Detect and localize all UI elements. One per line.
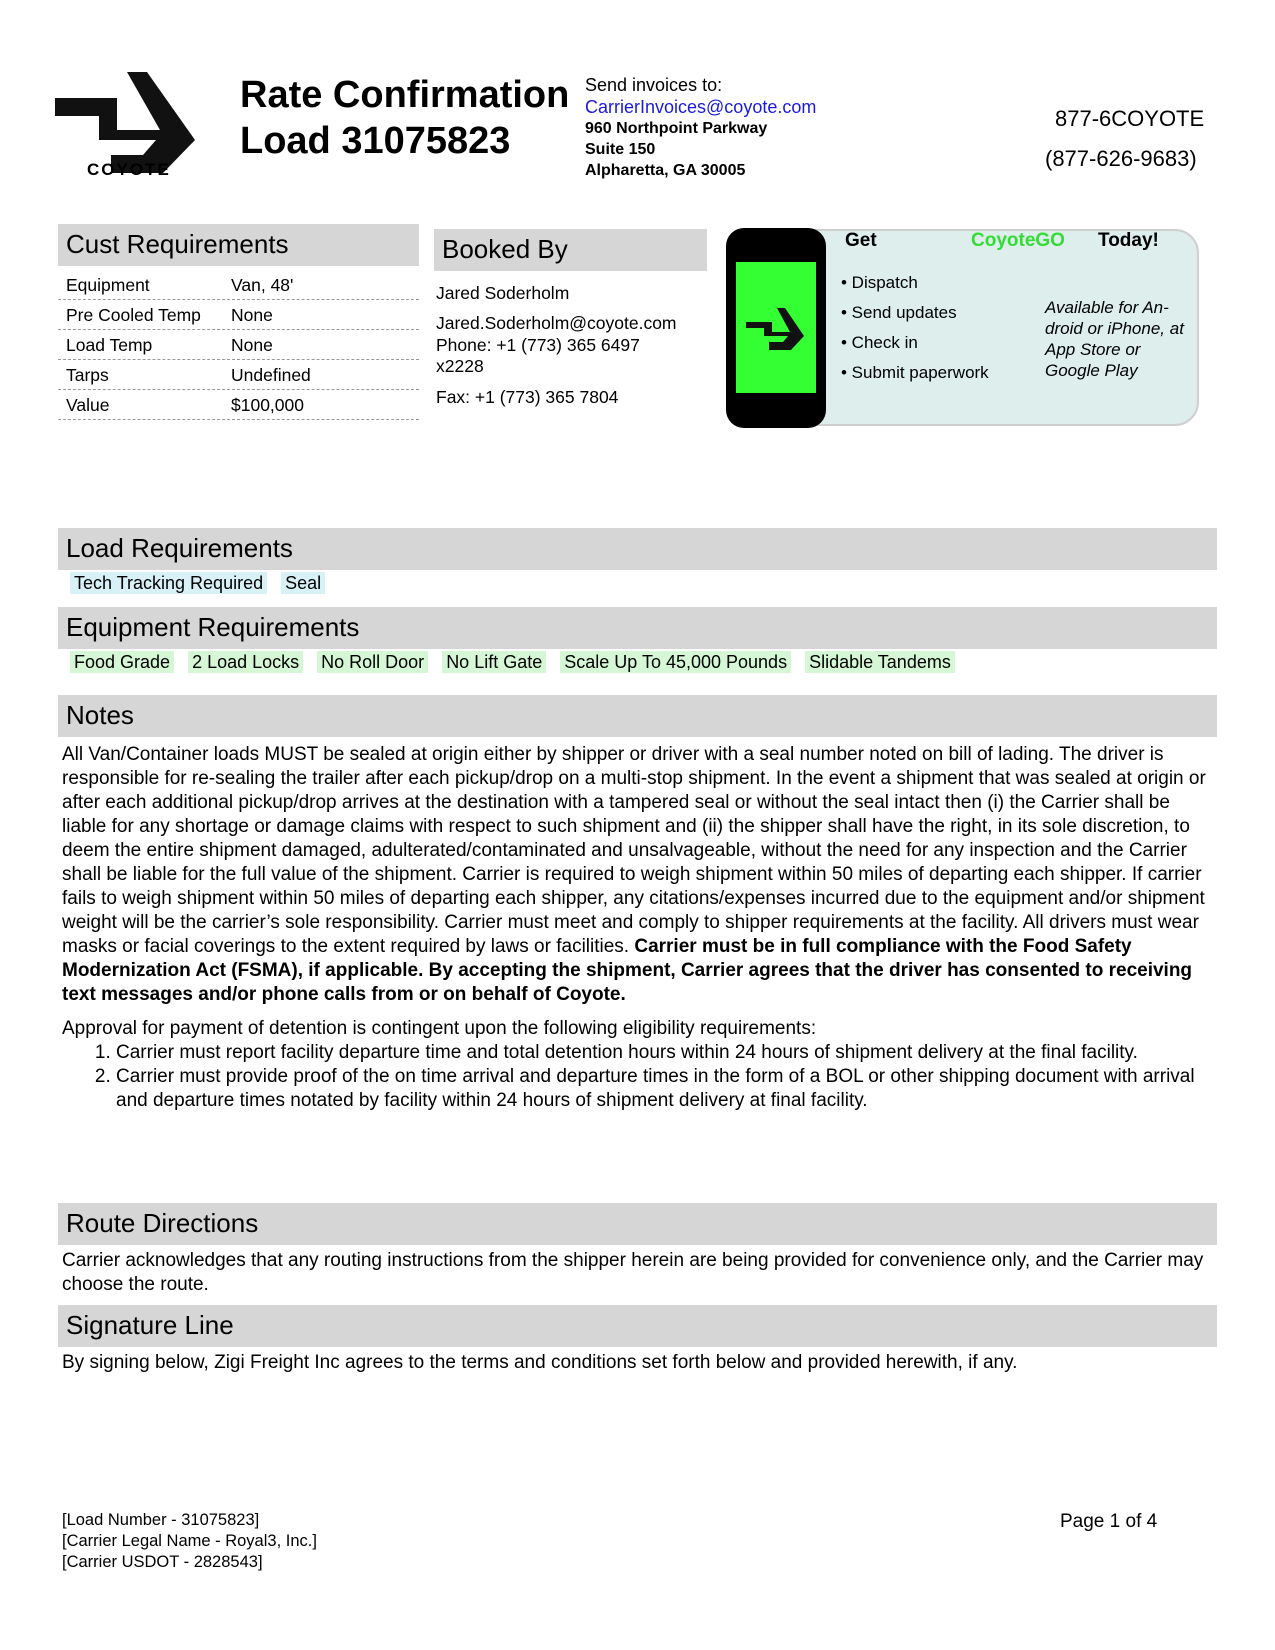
notes-bold-text: Carrier must be in full compliance with the Food Safety Modernization Act (FSMA), if applicable. By accepting the shipment, Carrier agrees that the driver has consented to receiving text messages and/or phone calls from or on behalf of Coyote. [62,936,1193,1005]
tag-equipment: No Lift Gate [442,651,546,673]
notes-section [58,695,1217,1113]
page-title [240,72,569,164]
detention-intro: Approval for payment of detention is contingent upon the following eligibility requirements: [62,1018,817,1039]
notes-text: All Van/Container loads MUST be sealed at origin either by shipper or driver with a seal number noted on bill of lading. The driver is responsible for re-sealing the trailer after each pickup/drop on a multi-stop shipment. In the event a shipment that was sealed at origin or after each additional pickup/drop arrives at the destination with a tampered seal or without the seal intact then (i) the Carrier shall be liable for any shortage or damage claims with respect to such shipment and (ii) the shipper shall have the right, in its sole discretion, to deem the entire shipment damaged, adulterated/contaminated and unsalvageable, without the need for any inspection and the Carrier shall be liable for the full value of the shipment. Carrier is required to weigh shipment within 50 miles of departing each shipper. If carrier fails to weigh shipment within 50 miles of departing each shipper, any citations/expenses incurred due to the equipment and/or shipment weight will be the carrier’s sole responsibility. Carrier must meet and comply to shipper requirements at the facility. All drivers must wear masks or facial coverings to the extent required by laws or facilities. [62,744,1206,957]
row-value: None [231,335,273,355]
booker-fax: Fax: +1 (773) 365 7804 [436,387,619,407]
tag-seal: Seal [281,572,325,594]
ad-get-label: Get [845,230,877,251]
row-value: None [231,305,273,325]
address-line3: Alpharetta, GA 30005 [585,162,746,179]
booker-name: Jared Soderholm [436,283,570,303]
table-row [58,300,419,330]
signature-line-heading: Signature Line [58,1305,1217,1347]
invoice-block [585,74,816,181]
tag-equipment: No Roll Door [317,651,428,673]
tag-equipment: Slidable Tandems [805,651,955,673]
signature-line [58,1305,1217,1375]
phone-numeric: (877-626-9683) [1045,146,1197,171]
tag-equipment: Scale Up To 45,000 Pounds [560,651,791,673]
send-invoices-label: Send invoices to: [585,75,723,95]
address-line2: Suite 150 [585,141,656,158]
list-item: • Check in [841,333,918,352]
tag-tech-tracking: Tech Tracking Required [70,572,267,594]
booker-phone: Phone: +1 (773) 365 6497 x2228 [436,335,640,376]
signature-line-text: By signing below, Zigi Freight Inc agrees to the terms and conditions set forth below and provided herewith, if any. [62,1352,1018,1373]
logo-wordmark: COYOTE [87,160,171,179]
row-label: Value [66,395,110,415]
footer-load-number: [Load Number - 31075823] [62,1511,260,1529]
row-label: Load Temp [66,335,153,355]
booked-by [434,229,707,409]
row-value: $100,000 [231,395,304,415]
footer-legal-name: [Carrier Legal Name - Royal3, Inc.] [62,1532,317,1550]
tag-equipment: Food Grade [70,651,174,673]
table-row [58,360,419,390]
row-value: Undefined [231,365,311,385]
coyote-logo [55,70,205,190]
tag-equipment: 2 Load Locks [188,651,303,673]
invoice-email-link[interactable]: CarrierInvoices@coyote.com [585,97,817,117]
table-row [58,330,419,360]
coyote-arrow-icon [736,262,816,393]
address-line1: 960 Northpoint Parkway [585,120,768,137]
footer [62,1510,317,1573]
ad-brand-label: CoyoteGO [971,230,1065,251]
row-label: Tarps [66,365,109,385]
notes-paragraph [58,743,1217,1007]
ad-feature-list [841,268,989,388]
notes-heading: Notes [58,695,1217,737]
booker-email[interactable]: Jared.Soderholm@coyote.com [436,313,677,333]
route-directions [58,1203,1217,1297]
load-requirements-heading: Load Requirements [58,528,1217,570]
row-label: Pre Cooled Temp [66,305,201,325]
title-line1: Rate Confirmation [240,74,570,116]
title-line2: Load 31075823 [240,120,511,162]
ad-today-label: Today! [1098,230,1159,251]
phone-device-icon [726,228,826,428]
list-item: • Submit paperwork [841,363,989,382]
detention-list [58,1041,1217,1113]
table-row [58,390,419,420]
list-item: 2. Carrier must provide proof of the on time arrival and departure times in the form of a BOL or other shipping document with arrival and departure times notated by facility within 24 hours of shipment delivery at final facility. [116,1065,1217,1113]
load-requirements [58,528,1217,594]
route-directions-heading: Route Directions [58,1203,1217,1245]
list-item: 1. Carrier must report facility departure time and total detention hours within 24 hours of shipment delivery at the final facility. [116,1041,1217,1065]
row-label: Equipment [66,275,150,295]
row-value: Van, 48' [231,275,294,295]
equipment-requirements [58,607,1217,673]
page-number: Page 1 of 4 [1060,1511,1158,1532]
cust-requirements-heading: Cust Requirements [58,224,419,266]
footer-usdot: [Carrier USDOT - 2828543] [62,1553,263,1571]
route-directions-text: Carrier acknowledges that any routing instructions from the shipper herein are being provided for convenience only, and the Carrier may choose the route. [62,1250,1204,1295]
phone-screen [736,262,816,393]
table-row [58,270,419,300]
ad-availability: Available for An-droid or iPhone, at App Store or Google Play [1045,298,1184,380]
list-item: • Dispatch [841,273,918,292]
list-item: • Send updates [841,303,957,322]
phone-vanity: 877-6COYOTE [1055,106,1205,131]
cust-requirements [58,224,419,420]
booked-by-heading: Booked By [434,229,707,271]
equipment-requirements-heading: Equipment Requirements [58,607,1217,649]
